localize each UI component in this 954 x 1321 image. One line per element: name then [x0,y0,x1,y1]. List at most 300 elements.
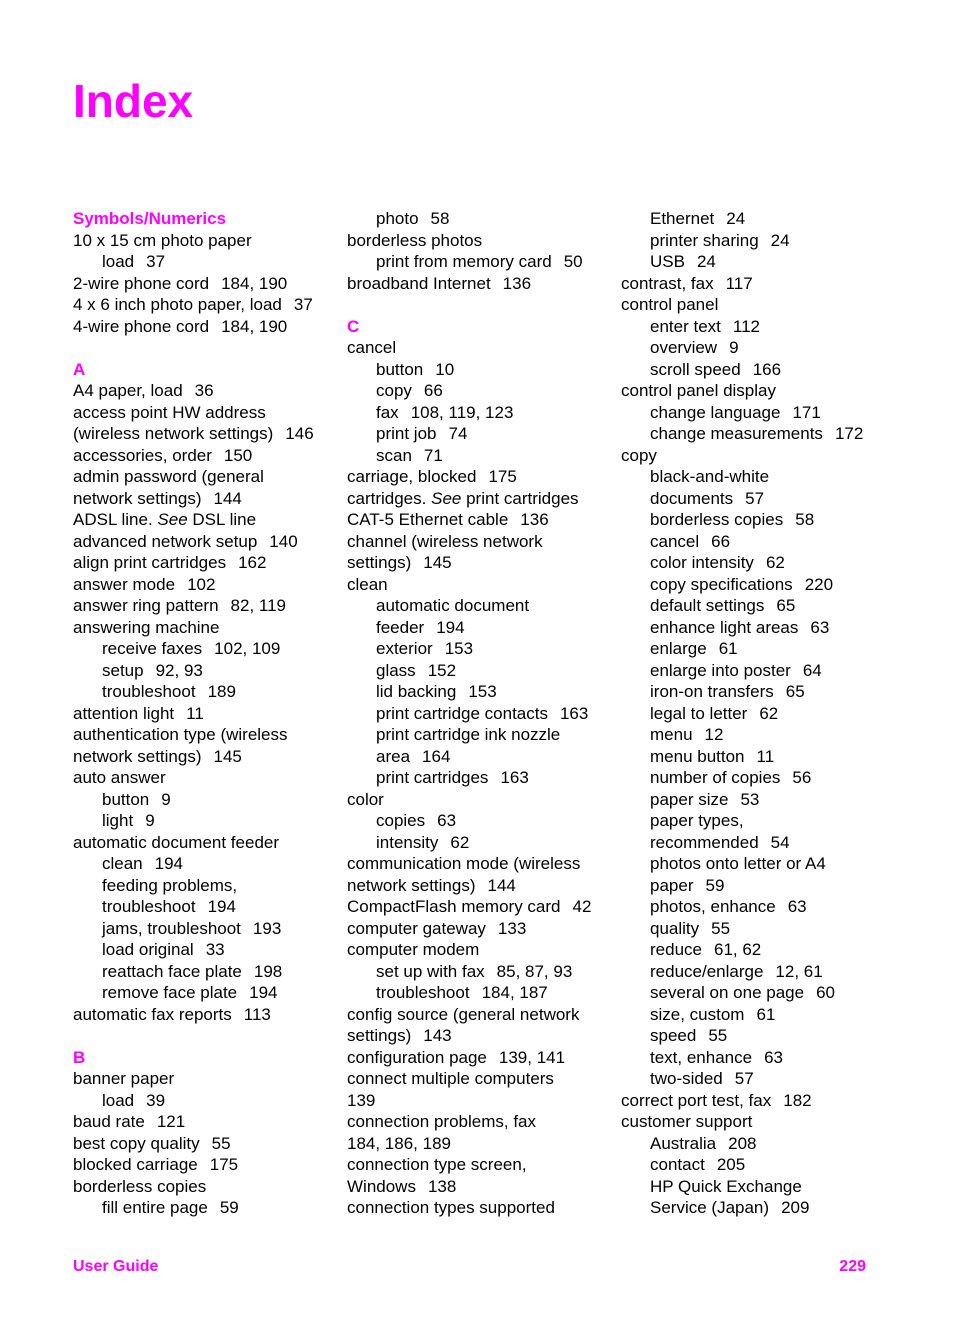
entry-term: glass [376,660,416,680]
index-entry [73,767,343,789]
page-reference[interactable]: 82, 119 [230,596,286,615]
entry-term: ADSL line. [73,510,153,529]
entry-term: load [102,252,135,271]
entry-term: control panel [621,295,719,314]
page-reference[interactable]: 102, 109 [214,639,281,658]
index-column-3 [621,208,891,1219]
index-entry [347,681,617,703]
index-entry [621,681,891,703]
index-entry [347,1090,617,1112]
entry-term: troubleshoot [376,983,470,1002]
entry-term: menu button [650,746,745,766]
page-reference[interactable]: 153 [468,682,497,701]
entry-term: print job [376,424,437,443]
entry-term: control panel display [621,381,776,400]
entry-term: fill entire page [102,1198,208,1217]
page-reference[interactable]: 37 [293,295,313,314]
index-entry [347,1133,617,1155]
entry-term: channel (wireless network [347,531,543,551]
page-reference[interactable]: 24 [696,252,716,271]
index-entry [73,574,343,596]
index-entry [621,1025,891,1047]
entry-term: CompactFlash memory card [347,897,561,916]
index-entry [347,1154,617,1176]
entry-term: load original [102,940,194,959]
index-entry [73,918,343,940]
page-reference[interactable]: 12 [704,725,724,744]
page-reference[interactable]: 37 [146,252,166,271]
index-entry [621,531,891,553]
index-entry [621,488,891,510]
page-reference[interactable]: 85, 87, 93 [496,961,573,981]
entry-term: printer sharing [650,230,759,250]
entry-term: menu [650,725,693,744]
page-reference[interactable]: 189 [207,682,236,701]
entry-term: intensity [376,832,439,852]
entry-term: copy [376,381,412,400]
entry-term: change measurements [650,424,823,443]
index-entry [347,359,617,381]
entry-term: baud rate [73,1112,145,1131]
entry-term: reduce [650,940,702,959]
index-entry [73,703,343,725]
page-reference[interactable]: 62 [450,832,470,852]
page-reference[interactable]: 139, 141 [498,1047,566,1067]
page-reference[interactable]: 33 [205,940,225,959]
entry-term: print cartridge ink nozzle [376,725,561,744]
index-entry [621,574,891,596]
page-reference[interactable]: 182 [783,1090,812,1110]
index-entry [73,488,343,510]
section-heading: A [73,359,86,379]
entry-term: reattach face plate [102,961,242,981]
index-entry [621,402,891,424]
entry-term: feeder [376,617,425,637]
page-reference[interactable]: 63 [787,897,807,916]
page-reference[interactable]: 209 [781,1198,810,1217]
index-entry [73,724,343,746]
entry-term: 139 [347,1090,376,1110]
entry-term: 4 x 6 inch photo paper, load [73,295,282,314]
section-heading: Symbols/Numerics [73,209,227,228]
page-reference[interactable]: 55 [211,1133,231,1153]
index-entry [73,660,343,682]
index-entry [621,789,891,811]
entry-term: auto answer [73,768,166,787]
entry-term: color [347,789,384,809]
entry-term: Ethernet [650,209,715,228]
index-entry [73,423,343,445]
index-entry [73,1176,343,1198]
see-reference: DSL line [192,510,257,529]
section-gap [73,337,343,359]
index-entry [621,1154,891,1176]
index-entry [347,595,617,617]
page-reference[interactable]: 66 [423,381,443,400]
page-reference[interactable]: 220 [804,574,834,594]
page-reference[interactable]: 62 [759,703,779,723]
entry-term: copy [621,445,657,465]
footer-guide-title: User Guide [73,1258,159,1275]
entry-term: A4 paper, load [73,381,183,400]
index-entry [347,1111,617,1133]
see-reference: print cartridges [466,488,579,508]
index-entry [621,1111,891,1133]
page-reference[interactable]: 184, 190 [221,316,288,336]
entry-term: paper size [650,789,729,809]
page-reference[interactable]: 113 [243,1004,271,1024]
page-reference[interactable]: 12, 61 [775,961,823,981]
entry-term: advanced network setup [73,531,258,551]
page-reference[interactable]: 175 [209,1155,239,1174]
page-reference[interactable]: 184, 187 [481,983,548,1002]
index-entry [621,1090,891,1112]
entry-term: answer mode [73,574,176,594]
entry-term: size, custom [650,1004,745,1024]
index-entry [621,316,891,338]
entry-term: copy specifications [650,574,793,594]
page-reference[interactable]: 172 [834,424,864,443]
section-heading: C [347,316,360,336]
entry-term: automatic document feeder [73,832,280,852]
index-entry [347,660,617,682]
page-reference[interactable]: 9 [145,811,155,830]
page-reference[interactable]: 63 [437,811,457,830]
index-entry [73,681,343,703]
entry-term: cancel [650,531,700,551]
page-reference[interactable]: 166 [752,359,782,379]
page-reference[interactable]: 162 [238,553,267,572]
page-reference[interactable]: 145 [423,553,452,572]
page-reference[interactable]: 63 [764,1047,783,1067]
index-entry [73,1133,343,1155]
page-reference[interactable]: 153 [444,639,474,658]
page-reference[interactable]: 24 [770,230,790,250]
entry-term: configuration page [347,1047,487,1067]
index-entry [621,853,891,875]
page-reference[interactable]: 58 [430,209,450,228]
entry-term: color intensity [650,553,754,572]
entry-term: communication mode (wireless [347,854,581,873]
index-entry [621,359,891,381]
entry-term: reduce/enlarge [650,961,764,981]
index-entry [621,1197,891,1219]
page-reference[interactable]: 140 [269,531,298,551]
page-reference[interactable]: 57 [745,488,765,508]
index-entry [621,552,891,574]
page-reference[interactable]: 42 [572,897,592,916]
page-reference[interactable]: 55 [711,918,731,938]
page-reference[interactable]: 59 [219,1198,239,1217]
entry-term: contact [650,1155,705,1174]
index-entry [73,294,343,316]
page-reference[interactable]: 121 [156,1112,186,1131]
page-reference[interactable]: 194 [207,897,236,916]
page-reference[interactable]: 56 [792,768,812,787]
index-entry [347,1197,617,1219]
entry-term: Australia [650,1133,717,1153]
page-reference[interactable]: 133 [497,918,527,938]
page-reference[interactable]: 54 [770,832,790,852]
index-entry [73,466,343,488]
entry-term: change language [650,402,781,422]
page-reference[interactable]: 144 [213,488,242,508]
entry-term: settings) [347,1026,412,1045]
index-entry [73,251,343,273]
entry-term: legal to letter [650,703,748,723]
index-entry [347,1047,617,1069]
page-reference[interactable]: 208 [728,1133,757,1153]
page-reference[interactable]: 62 [765,553,785,572]
page-reference[interactable]: 194 [154,854,184,873]
entry-term: attention light [73,703,175,723]
entry-term: network settings) [73,746,202,766]
index-entry [621,703,891,725]
footer-page-number: 229 [839,1258,866,1275]
index-entry [73,230,343,252]
index-entry [73,1068,343,1090]
entry-term: best copy quality [73,1133,200,1153]
page-reference[interactable]: 143 [423,1026,452,1045]
index-entry [347,746,617,768]
index-entry [73,638,343,660]
page-reference[interactable]: 9 [729,338,739,357]
entry-term: computer gateway [347,918,486,938]
entry-term: authentication type (wireless [73,725,288,744]
entry-term: light [102,811,134,830]
entry-term: photo [376,209,419,228]
index-entry [621,423,891,445]
index-entry [347,531,617,553]
entry-term: paper types, [650,811,744,830]
entry-term: connection problems, fax [347,1112,536,1131]
page-reference[interactable]: 145 [213,746,242,766]
index-entry [73,445,343,467]
page-title: Index [73,75,194,127]
page-reference[interactable]: 59 [705,875,725,895]
page-reference[interactable]: 102 [187,574,216,594]
entry-term: clean [347,574,388,594]
index-entry [73,982,343,1004]
entry-term: HP Quick Exchange [650,1176,802,1196]
page-reference[interactable]: 198 [253,961,283,981]
index-entry [621,896,891,918]
entry-term: 4-wire phone cord [73,316,210,336]
page-reference[interactable]: 65 [776,596,796,615]
entry-term: setup [102,660,144,680]
entry-term: area [376,746,411,766]
index-entry [621,660,891,682]
index-entry [73,273,343,295]
index-entry [73,531,343,553]
entry-term: carriage, blocked [347,467,477,486]
entry-term: blocked carriage [73,1155,198,1174]
page-reference[interactable]: 61 [756,1004,776,1024]
index-entry [347,337,617,359]
page-reference[interactable]: 53 [740,789,760,809]
page-reference[interactable]: 36 [194,381,214,400]
entry-term: recommended [650,832,759,852]
entry-term: exterior [376,639,433,658]
entry-term: enhance light areas [650,617,799,637]
entry-term: several on one page [650,983,805,1002]
index-entry [621,617,891,639]
page-reference[interactable]: 10 [435,359,455,379]
index-entry [621,832,891,854]
index-entry [347,638,617,660]
entry-term: contrast, fax [621,273,714,293]
entry-term: correct port test, fax [621,1090,772,1110]
index-entry [73,939,343,961]
entry-term: customer support [621,1112,753,1131]
page-reference[interactable]: 108, 119, 123 [410,402,514,422]
entry-term: borderless copies [73,1176,207,1196]
index-entry [347,273,617,295]
index-entry [73,509,343,531]
page-reference[interactable]: 194 [249,983,278,1002]
page-reference[interactable]: 64 [802,660,822,680]
entry-term: scroll speed [650,359,741,379]
page-reference[interactable]: 63 [810,617,830,637]
page-reference[interactable]: 194 [436,617,465,637]
index-entry [347,1068,617,1090]
page-reference[interactable]: 65 [785,682,805,701]
entry-term: network settings) [73,488,202,508]
page-reference[interactable]: 112 [732,316,760,336]
entry-term: answer ring pattern [73,596,219,615]
entry-term: answering machine [73,617,220,637]
page-reference[interactable]: 50 [563,252,583,271]
index-entry [73,380,343,402]
index-entry [347,466,617,488]
entry-term: troubleshoot [102,682,196,701]
index-entry [347,918,617,940]
entry-term: connection type screen, [347,1155,527,1174]
index-entry [73,1090,343,1112]
entry-term: set up with fax [376,961,485,981]
entry-term: receive faxes [102,639,203,658]
index-entry [621,273,891,295]
index-entry [347,853,617,875]
page-reference[interactable]: 61, 62 [713,940,762,959]
index-entry [73,789,343,811]
entry-term: enter text [650,316,721,336]
page-reference[interactable]: 136 [520,510,549,529]
index-column-2 [347,208,617,1219]
index-entry [347,402,617,424]
page-reference[interactable]: 39 [146,1090,166,1110]
index-entry [621,445,891,467]
index-column-1 [73,208,343,1219]
page-reference[interactable]: 163 [500,768,529,787]
entry-term: jams, troubleshoot [102,918,241,938]
index-entry [621,1004,891,1026]
page-reference[interactable]: 152 [427,660,457,680]
index-entry [347,789,617,811]
entry-term: fax [376,402,399,422]
index-entry [621,638,891,660]
entry-term: USB [650,252,685,271]
entry-term: enlarge into poster [650,660,791,680]
page-reference[interactable]: 9 [161,789,171,809]
index-entry [73,875,343,897]
entry-term: button [102,789,150,809]
page-reference[interactable]: 171 [792,402,821,422]
page-reference[interactable]: 136 [502,273,532,293]
entry-term: button [376,359,424,379]
index-entry [621,1133,891,1155]
page-reference[interactable]: 144 [487,875,516,895]
page-reference[interactable]: 66 [711,531,731,551]
index-entry [347,896,617,918]
index-entry [621,982,891,1004]
page-reference[interactable]: 57 [734,1069,754,1088]
index-entry [621,939,891,961]
page-reference[interactable]: 205 [716,1155,746,1174]
index-entry [73,832,343,854]
index-entry [73,402,343,424]
page-reference[interactable]: 175 [488,467,517,486]
page-reference[interactable]: 138 [427,1176,457,1196]
index-entry [73,1197,343,1219]
index-entry [621,1176,891,1198]
page-reference[interactable]: 55 [708,1026,728,1045]
entry-term: print cartridges [376,768,489,787]
page-reference[interactable]: 164 [422,746,451,766]
entry-term: config source (general network [347,1004,580,1024]
index-entry [621,1047,891,1069]
index-entry [347,617,617,639]
index-entry [347,509,617,531]
entry-term: copies [376,811,426,830]
index-entry [621,466,891,488]
page-reference[interactable]: 61 [718,639,738,658]
page-reference[interactable]: 71 [423,445,443,465]
index-entry [621,875,891,897]
page-reference[interactable]: 92, 93 [155,660,203,680]
entry-term: CAT-5 Ethernet cable [347,510,509,529]
see-label: See [431,488,462,508]
page-reference[interactable]: 11 [756,746,775,766]
index-entry [621,724,891,746]
page-reference[interactable]: 184, 190 [221,273,288,293]
page-reference[interactable]: 60 [816,983,835,1002]
page-reference[interactable]: 146 [285,424,314,443]
entry-term: overview [650,338,718,357]
entry-term: photos onto letter or A4 [650,854,826,873]
index-entry [347,1025,617,1047]
page-reference[interactable]: 74 [448,424,468,443]
entry-term: borderless copies [650,510,784,529]
page-reference[interactable]: 117 [725,273,753,293]
entry-term: quality [650,918,700,938]
page-reference[interactable]: 11 [186,703,204,723]
index-entry [73,746,343,768]
entry-term: align print cartridges [73,553,227,572]
index-entry [621,208,891,230]
page-reference[interactable]: 150 [223,445,253,465]
entry-term: automatic document [376,596,530,615]
index-entry [347,939,617,961]
page-reference[interactable]: 24 [726,209,746,228]
index-entry [621,918,891,940]
entry-term: print from memory card [376,252,552,271]
page-reference[interactable]: 163 [559,703,589,723]
page-reference[interactable]: 193 [252,918,282,938]
page-reference[interactable]: 58 [795,510,815,529]
entry-term: iron-on transfers [650,682,774,701]
see-label: See [157,510,188,529]
